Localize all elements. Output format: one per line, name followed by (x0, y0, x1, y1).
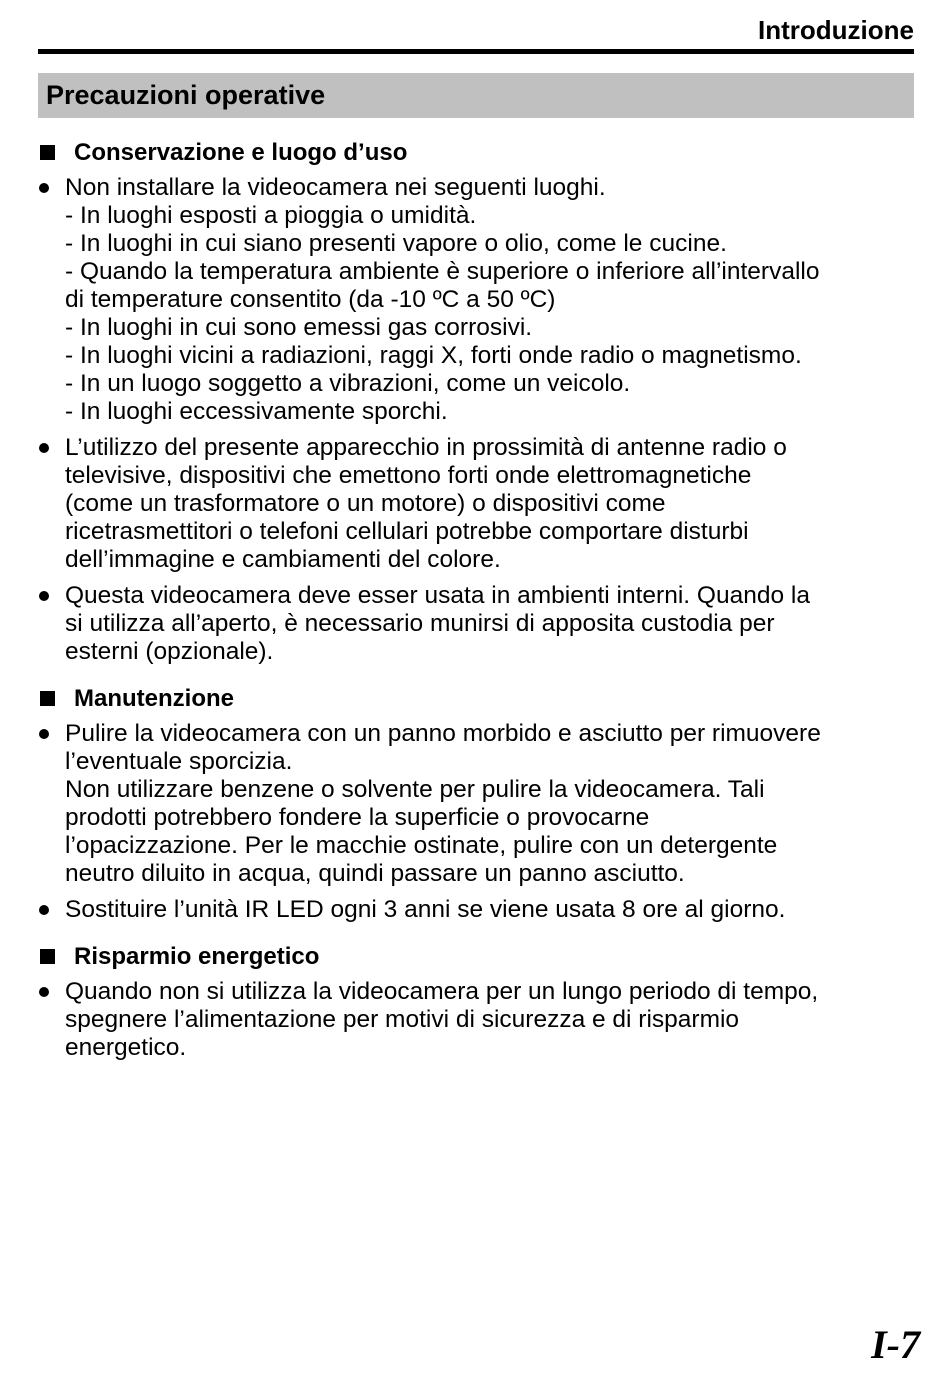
maintenance-list (38, 720, 914, 924)
subsection-heading-storage (38, 138, 914, 168)
list-text-line: - In luoghi in cui siano presenti vapore o olio, come le cucine. (65, 230, 727, 257)
storage-list (38, 174, 914, 666)
list-item (38, 896, 914, 924)
list-text-line: Questa videocamera deve esser usata in ambienti interni. Quando la (65, 582, 810, 609)
list-text-line: - Quando la temperatura ambiente è superiore o inferiore all’intervallo (65, 258, 820, 285)
list-text-line: Pulire la videocamera con un panno morbido e asciutto per rimuovere (65, 720, 821, 747)
list-text-line: esterni (opzionale). (65, 638, 274, 665)
subsection-heading-energy (38, 942, 914, 972)
list-item (38, 582, 914, 666)
list-item (38, 434, 914, 574)
running-header (38, 0, 914, 54)
list-text-line: di temperature consentito (da -10 ºC a 50 ºC) (65, 286, 556, 313)
list-text-line: ricetrasmettitori o telefoni cellulari potrebbe comportare disturbi (65, 518, 749, 545)
list-item (38, 978, 914, 1062)
section-title-bar (38, 73, 914, 118)
list-text-line: l’eventuale sporcizia. (65, 748, 293, 775)
subsection-title: Conservazione e luogo d’uso (74, 139, 408, 166)
square-bullet-icon (40, 949, 55, 964)
list-text-line: neutro diluito in acqua, quindi passare un panno asciutto. (65, 860, 685, 887)
list-text-line: - In luoghi esposti a pioggia o umidità. (65, 202, 477, 229)
chapter-title: Introduzione (758, 15, 914, 45)
list-text-line: spegnere l’alimentazione per motivi di sicurezza e di risparmio (65, 1006, 740, 1033)
bullet-dot-icon (39, 183, 49, 193)
subsection-title: Manutenzione (74, 685, 234, 712)
list-text-line: - In un luogo soggetto a vibrazioni, come un veicolo. (65, 370, 631, 397)
list-text-line: Non utilizzare benzene o solvente per pulire la videocamera. Tali (65, 776, 765, 803)
list-text-line: Non installare la videocamera nei seguenti luoghi. (65, 174, 606, 201)
square-bullet-icon (40, 145, 55, 160)
subsection-heading-maintenance (38, 684, 914, 714)
list-text-line: dell’immagine e cambiamenti del colore. (65, 546, 501, 573)
list-text-line: Quando non si utilizza la videocamera per un lungo periodo di tempo, (65, 978, 819, 1005)
list-text-line: Sostituire l’unità IR LED ogni 3 anni se viene usata 8 ore al giorno. (65, 896, 786, 923)
list-text-line: si utilizza all’aperto, è necessario munirsi di apposita custodia per (65, 610, 775, 637)
list-text-line: L’utilizzo del presente apparecchio in prossimità di antenne radio o (65, 434, 787, 461)
list-text-line: (come un trasformatore o un motore) o dispositivi come (65, 490, 666, 517)
bullet-dot-icon (39, 905, 49, 915)
subsection-title: Risparmio energetico (74, 943, 320, 970)
list-text-line: - In luoghi vicini a radiazioni, raggi X, forti onde radio o magnetismo. (65, 342, 802, 369)
bullet-dot-icon (39, 729, 49, 739)
bullet-dot-icon (39, 987, 49, 997)
list-text-line: televisive, dispositivi che emettono forti onde elettromagnetiche (65, 462, 752, 489)
square-bullet-icon (40, 691, 55, 706)
list-item (38, 720, 914, 888)
list-item (38, 174, 914, 426)
page-number: I-7 (871, 1322, 920, 1367)
bullet-dot-icon (39, 443, 49, 453)
list-text-line: energetico. (65, 1034, 187, 1061)
list-text-line: - In luoghi eccessivamente sporchi. (65, 398, 448, 425)
manual-page (38, 0, 914, 1070)
list-text-line: prodotti potrebbero fondere la superficie o provocarne (65, 804, 650, 831)
energy-list (38, 978, 914, 1062)
list-text-line: l’opacizzazione. Per le macchie ostinate, pulire con un detergente (65, 832, 778, 859)
bullet-dot-icon (39, 591, 49, 601)
section-title: Precauzioni operative (46, 80, 326, 110)
list-text-line: - In luoghi in cui sono emessi gas corrosivi. (65, 314, 533, 341)
